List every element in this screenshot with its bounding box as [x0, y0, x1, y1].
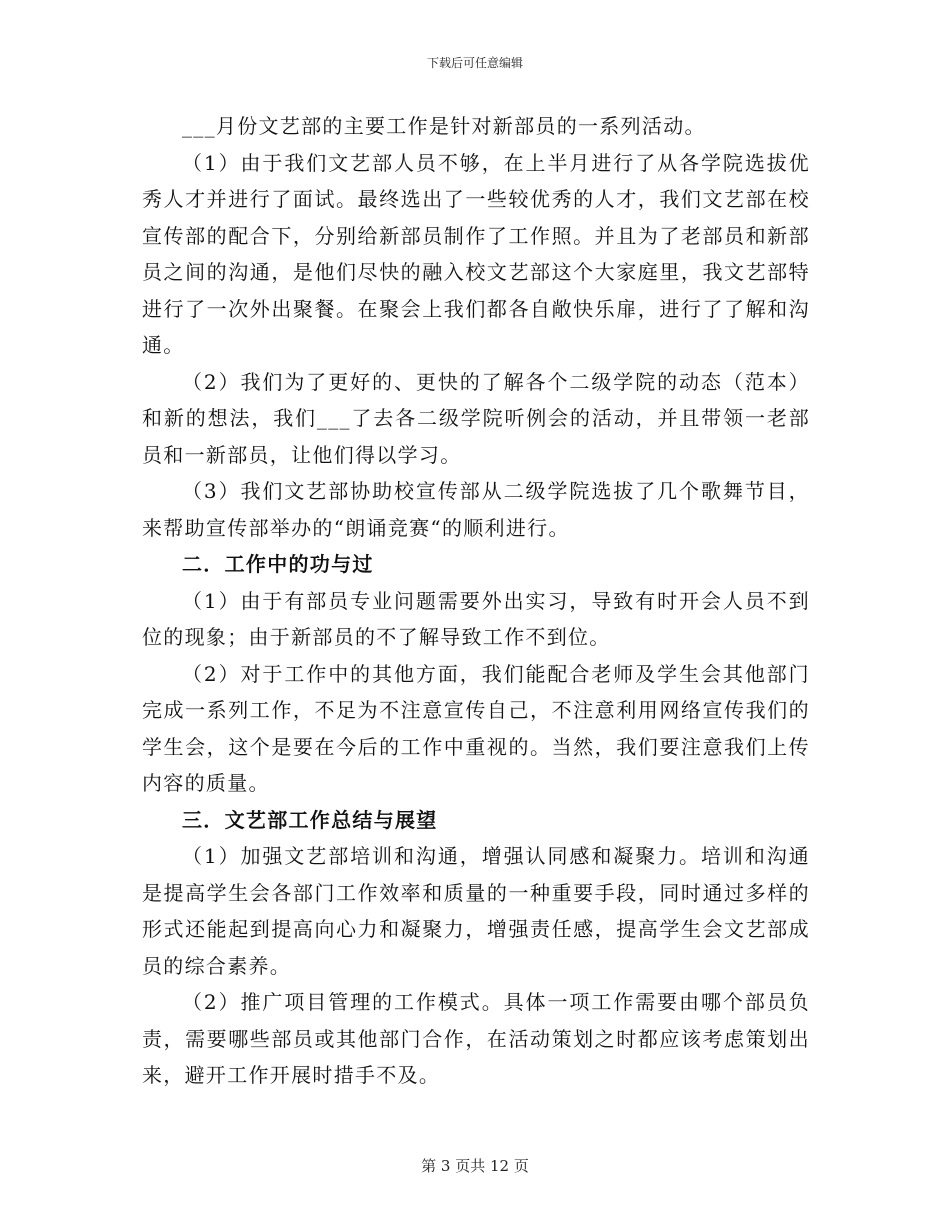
section-heading-3: 三．文艺部工作总结与展望 [182, 807, 438, 832]
page-header: 下载后可任意编辑 [426, 56, 523, 70]
paragraph-item-1: （1）由于我们文艺部人员不够，在上半月进行了从各学院选拔优秀人才并进行了面试。最终选出了一些较优秀的人才，我们文艺部在校宣传部的配合下，分别给新部员制作了工作照。并且为了老部员和新部员之间的沟通，是他们尽快的融入校文艺部这个大家庭里，我文艺部特进行了一次外出聚餐。在聚会上我们都各自敞快乐扉，进行了了解和沟通。 [142, 150, 810, 357]
paragraph-item-3: （3）我们文艺部协助校宣传部从二级学院选拔了几个歌舞节目，来帮助宣传部举办的“朗诵竞赛“的顺利进行。 [142, 479, 810, 540]
paragraph-intro: ___月份文艺部的主要工作是针对新部员的一系列活动。 [182, 114, 706, 138]
section-heading-2: 二．工作中的功与过 [182, 552, 374, 576]
document-body [142, 108, 810, 1094]
page-footer: 第 3 页共 12 页 [421, 1157, 529, 1175]
paragraph-section2-item-1: （1）由于有部员专业问题需要外出实习，导致有时开会人员不到位的现象；由于新部员的不了解导致工作不到位。 [142, 588, 810, 649]
paragraph-section2-item-2: （2）对于工作中的其他方面，我们能配合老师及学生会其他部门完成一系列工作，不足为不注意宣传自己，不注意利用网络宣传我们的学生会，这个是要在今后的工作中重视的。当然，我们要注意我们上传内容的质量。 [142, 661, 810, 795]
paragraph-section3-item-2: （2）推广项目管理的工作模式。具体一项工作需要由哪个部员负责，需要哪些部员或其他部门合作，在活动策划之时都应该考虑策划出来，避开工作开展时措手不及。 [142, 990, 810, 1087]
paragraph-item-2: （2）我们为了更好的、更快的了解各个二级学院的动态（范本）和新的想法，我们___了去各二级学院听例会的活动，并且带领一老部员和一新部员，让他们得以学习。 [142, 369, 810, 467]
paragraph-section3-item-1: （1）加强文艺部培训和沟通，增强认同感和凝聚力。培训和沟通是提高学生会各部门工作效率和质量的一种重要手段，同时通过多样的形式还能起到提高向心力和凝聚力，增强责任感，提高学生会文艺部成员的综合素养。 [142, 844, 810, 978]
